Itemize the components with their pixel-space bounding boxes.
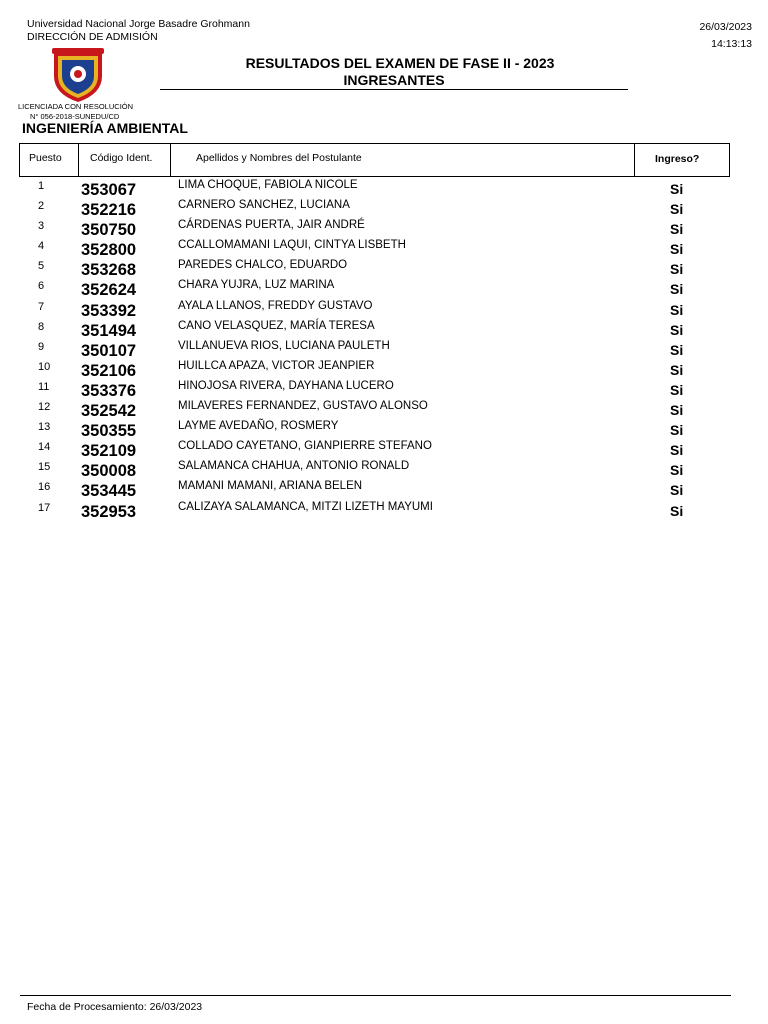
faculty-name: INGENIERÍA AMBIENTAL [22, 120, 188, 136]
table-row [0, 319, 768, 339]
row-nombre: HUILLCA APAZA, VICTOR JEANPIER [178, 359, 375, 372]
row-nombre: MAMANI MAMANI, ARIANA BELEN [178, 480, 363, 493]
page-title: RESULTADOS DEL EXAMEN DE FASE II - 2023 [245, 55, 555, 71]
row-puesto: 16 [38, 481, 51, 494]
row-nombre: LIMA CHOQUE, FABIOLA NICOLE [178, 179, 358, 191]
table-row [0, 198, 768, 218]
row-codigo: 352542 [81, 402, 137, 421]
row-nombre: PAREDES CHALCO, EDUARDO [178, 259, 348, 272]
row-codigo: 352109 [81, 442, 137, 461]
row-codigo: 353067 [81, 181, 137, 199]
report-date: 26/03/2023 [699, 21, 752, 33]
row-ingreso: Si [670, 281, 684, 298]
row-puesto: 4 [38, 240, 45, 253]
row-ingreso: Si [670, 442, 684, 459]
row-puesto: 6 [38, 280, 45, 293]
table-row [0, 278, 768, 298]
page-subtitle: INGRESANTES [160, 72, 628, 90]
department-name: DIRECCIÓN DE ADMISIÓN [27, 31, 158, 43]
footer-processing [27, 1001, 202, 1013]
row-codigo: 350355 [81, 422, 137, 441]
row-puesto: 11 [38, 380, 50, 393]
row-puesto: 13 [38, 421, 51, 434]
row-ingreso: Si [670, 482, 684, 499]
table-row [0, 439, 768, 459]
row-puesto: 1 [38, 180, 45, 192]
row-codigo: 353445 [81, 482, 137, 501]
column-header-nombre: Apellidos y Nombres del Postulante [171, 144, 635, 176]
row-puesto: 14 [38, 441, 51, 454]
row-puesto: 5 [38, 260, 45, 273]
row-codigo: 352953 [81, 502, 137, 521]
row-nombre: SALAMANCA CHAHUA, ANTONIO RONALD [178, 460, 410, 473]
institution-name: Universidad Nacional Jorge Basadre Grohmann [27, 18, 250, 30]
row-ingreso: Si [670, 201, 684, 218]
row-puesto: 10 [38, 360, 51, 373]
table-row [0, 218, 768, 238]
row-nombre: CALIZAYA SALAMANCA, MITZI LIZETH MAYUMI [178, 500, 433, 513]
row-nombre: HINOJOSA RIVERA, DAYHANA LUCERO [178, 379, 394, 392]
row-codigo: 353392 [81, 301, 137, 320]
row-nombre: CÁRDENAS PUERTA, JAIR ANDRÉ [178, 219, 365, 232]
row-codigo: 352216 [81, 201, 137, 220]
table-row [0, 459, 768, 479]
license-line-2: N° 056-2018-SUNEDU/CD [30, 112, 120, 121]
row-puesto: 15 [38, 461, 51, 474]
row-nombre: AYALA LLANOS, FREDDY GUSTAVO [178, 299, 373, 312]
footer-divider [20, 995, 731, 996]
license-line-1: LICENCIADA CON RESOLUCIÓN [18, 102, 134, 111]
column-header-codigo: Código Ident. [79, 144, 171, 176]
row-puesto: 12 [38, 401, 51, 414]
table-header [19, 143, 730, 177]
row-puesto: 3 [38, 220, 45, 233]
row-puesto: 8 [38, 320, 45, 333]
row-nombre: COLLADO CAYETANO, GIANPIERRE STEFANO [178, 440, 432, 453]
row-nombre: CARNERO SANCHEZ, LUCIANA [178, 199, 350, 212]
row-puesto: 9 [38, 340, 45, 353]
row-nombre: VILLANUEVA RIOS, LUCIANA PAULETH [178, 339, 390, 352]
table-row [0, 359, 768, 379]
row-puesto: 7 [38, 300, 45, 313]
table-row [0, 238, 768, 258]
row-codigo: 350107 [81, 341, 137, 360]
row-nombre: MILAVERES FERNANDEZ, GUSTAVO ALONSO [178, 400, 428, 413]
table-row [0, 178, 768, 198]
row-puesto: 2 [38, 200, 45, 213]
row-codigo: 350008 [81, 462, 137, 481]
row-ingreso: Si [670, 321, 684, 338]
table-row [0, 258, 768, 278]
row-ingreso: Si [670, 341, 684, 358]
row-ingreso: Si [670, 361, 684, 378]
column-header-puesto: Puesto [20, 144, 79, 176]
row-codigo: 353268 [81, 261, 137, 280]
row-codigo: 353376 [81, 381, 137, 400]
table-row [0, 500, 768, 520]
row-ingreso: Si [670, 301, 684, 318]
processing-date: 26/03/2023 [149, 1001, 203, 1013]
row-puesto: 17 [38, 501, 51, 514]
row-ingreso: Si [670, 422, 684, 439]
row-nombre: CCALLOMAMANI LAQUI, CINTYA LISBETH [178, 239, 406, 252]
table-row [0, 419, 768, 439]
table-row [0, 399, 768, 419]
table-row [0, 339, 768, 359]
row-nombre: CHARA YUJRA, LUZ MARINA [178, 279, 335, 292]
row-codigo: 351494 [81, 321, 137, 340]
report-time: 14:13:13 [711, 38, 752, 50]
row-codigo: 352800 [81, 241, 137, 260]
row-ingreso: Si [670, 502, 684, 519]
row-ingreso: Si [670, 381, 684, 398]
row-codigo: 352106 [81, 361, 137, 380]
processing-label: Fecha de Procesamiento: [27, 1001, 147, 1013]
row-ingreso: Si [670, 241, 684, 258]
row-codigo: 350750 [81, 221, 137, 240]
row-ingreso: Si [670, 462, 684, 479]
column-header-ingreso: Ingreso? [655, 153, 700, 165]
table-row [0, 379, 768, 399]
row-ingreso: Si [670, 221, 684, 238]
row-ingreso: Si [670, 261, 684, 278]
table-row [0, 299, 768, 319]
row-ingreso: Si [670, 181, 684, 197]
row-codigo: 352624 [81, 281, 137, 300]
table-row [0, 479, 768, 499]
results-table-body [0, 178, 768, 520]
row-ingreso: Si [670, 402, 684, 419]
university-crest-icon [48, 46, 108, 104]
row-nombre: LAYME AVEDAÑO, ROSMERY [178, 420, 339, 433]
row-nombre: CANO VELASQUEZ, MARÍA TERESA [178, 319, 375, 332]
